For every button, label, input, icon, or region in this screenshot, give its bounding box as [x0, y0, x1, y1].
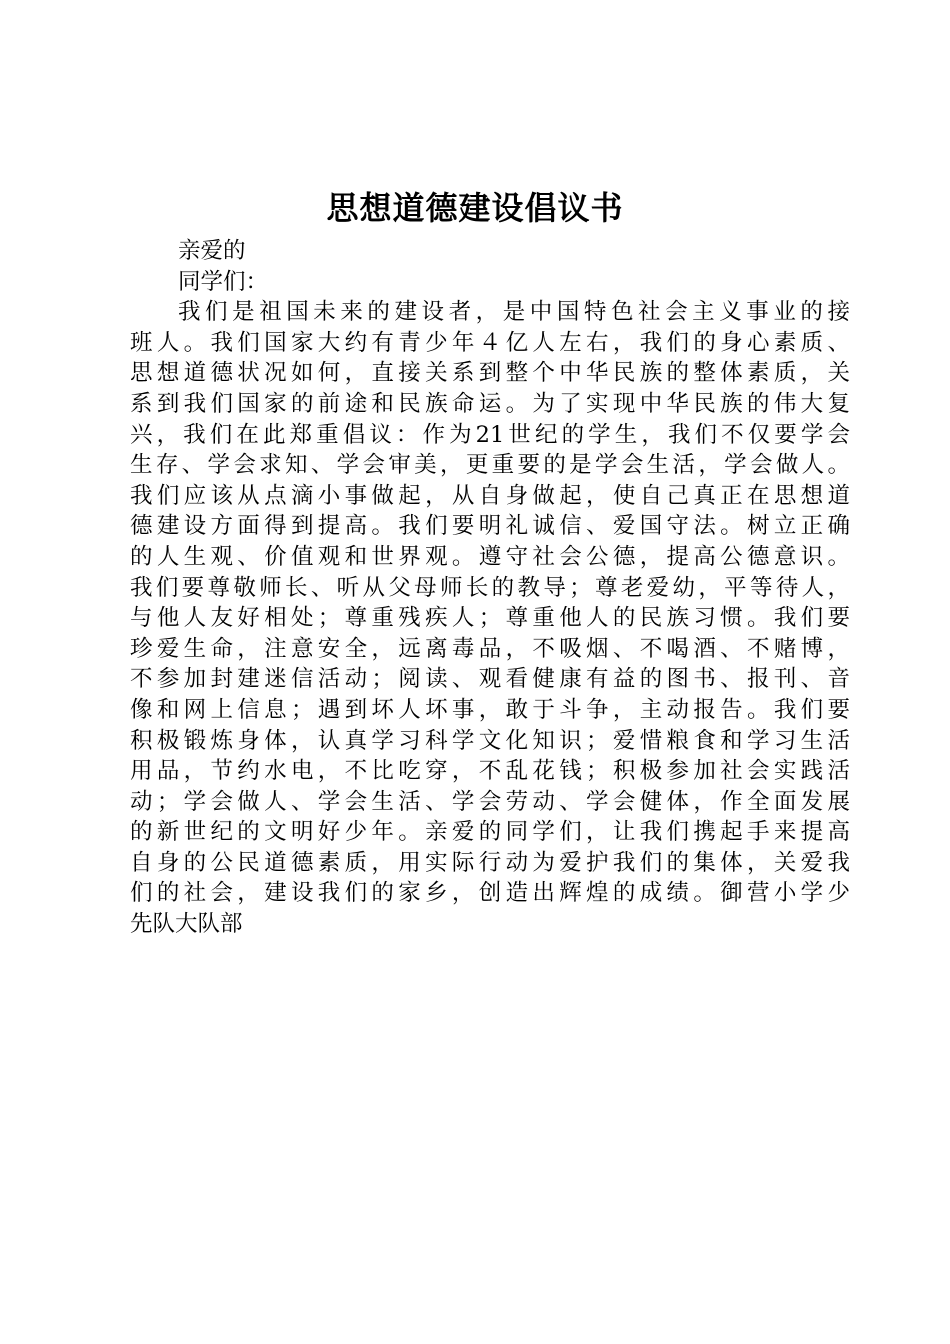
body-line: 兴，我们在此郑重倡议：作为21世纪的学生，我们不仅要学会	[130, 421, 850, 448]
body-line: 珍爱生命，注意安全，远离毒品，不吸烟、不喝酒、不赌博，	[130, 635, 850, 662]
body-line: 像和网上信息；遇到坏人坏事，敢于斗争，主动报告。我们要	[130, 696, 850, 723]
body-line: 动；学会做人、学会生活、学会劳动、学会健体，作全面发展	[130, 788, 850, 815]
body-line: 我们应该从点滴小事做起，从自身做起，使自己真正在思想道	[130, 482, 850, 509]
body-line: 积极锻炼身体，认真学习科学文化知识；爱惜粮食和学习生活	[130, 727, 850, 754]
signature-line: 先队大队部	[130, 911, 243, 938]
body-line: 的人生观、价值观和世界观。遵守社会公德，提高公德意识。	[130, 543, 850, 570]
body-line: 们的社会，建设我们的家乡，创造出辉煌的成绩。御营小学少	[130, 880, 850, 907]
salutation-line-2: 同学们：	[178, 268, 269, 295]
body-line: 生存、学会求知、学会审美，更重要的是学会生活，学会做人。	[130, 452, 850, 479]
body-line: 我们是祖国未来的建设者，是中国特色社会主义事业的接	[178, 299, 850, 326]
body-line: 自身的公民道德素质，用实际行动为爱护我们的集体，关爱我	[130, 849, 850, 876]
body-line: 德建设方面得到提高。我们要明礼诚信、爱国守法。树立正确	[130, 513, 850, 540]
document-title: 思想道德建设倡议书	[326, 189, 624, 227]
body-line: 我们要尊敬师长、听从父母师长的教导；尊老爱幼，平等待人，	[130, 574, 850, 601]
body-line: 的新世纪的文明好少年。亲爱的同学们，让我们携起手来提高	[130, 819, 850, 846]
body-line: 用品，节约水电，不比吃穿，不乱花钱；积极参加社会实践活	[130, 758, 850, 785]
salutation-line-1: 亲爱的	[178, 238, 246, 264]
body-line: 班人。我们国家大约有青少年４亿人左右，我们的身心素质、	[130, 329, 850, 356]
body-line: 与他人友好相处；尊重残疾人；尊重他人的民族习惯。我们要	[130, 605, 850, 632]
body-line: 不参加封建迷信活动；阅读、观看健康有益的图书、报刊、音	[130, 666, 850, 693]
body-line: 思想道德状况如何，直接关系到整个中华民族的整体素质，关	[130, 360, 850, 387]
document-body	[130, 236, 850, 940]
body-line: 系到我们国家的前途和民族命运。为了实现中华民族的伟大复	[130, 390, 850, 417]
